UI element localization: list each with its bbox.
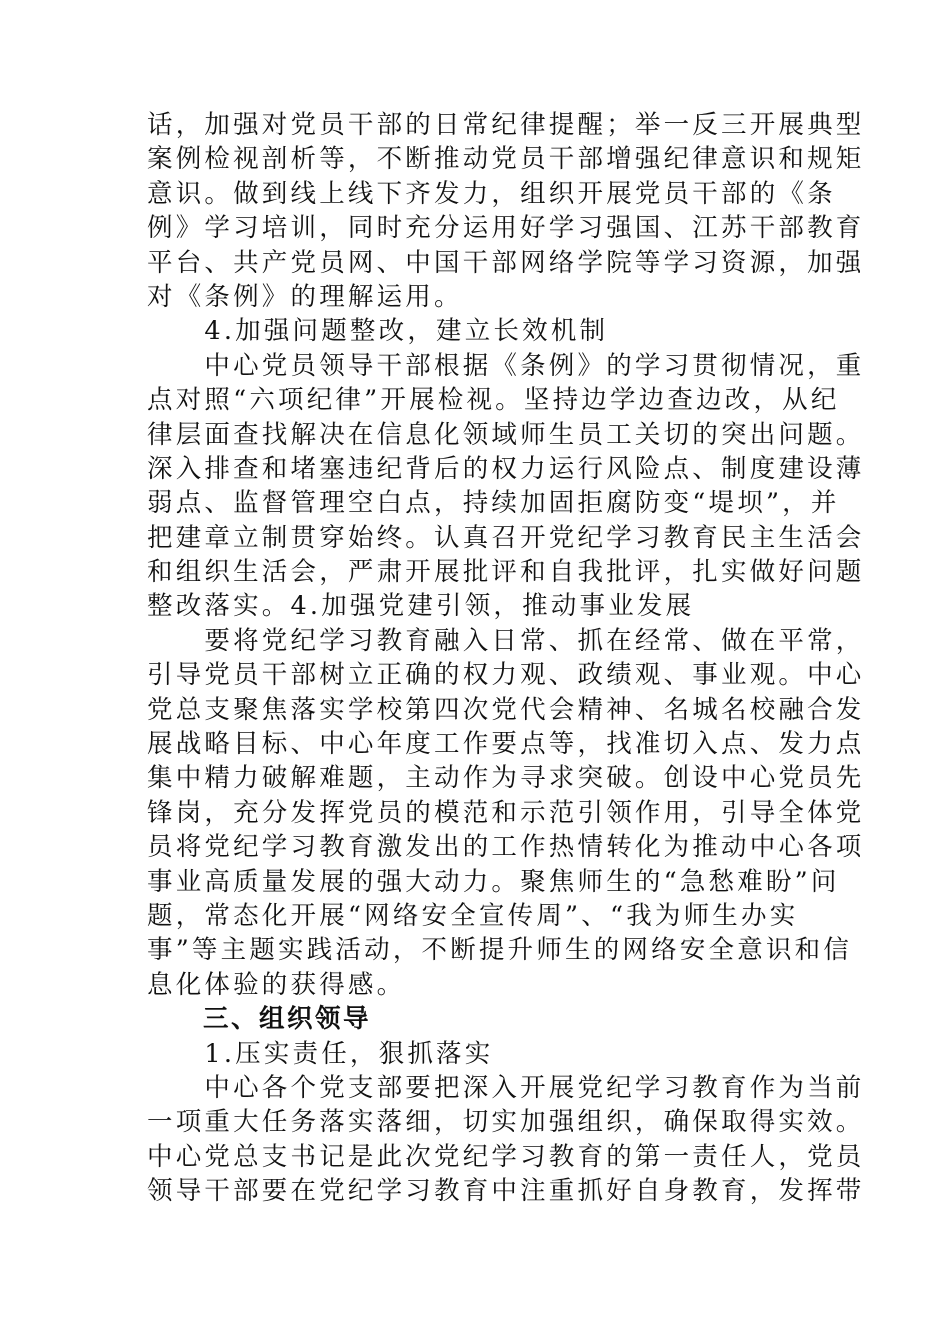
body-line: 中心党总支书记是此次党纪学习教育的第一责任人，党员 <box>147 1141 865 1172</box>
body-line: 锋岗，充分发挥党员的模范和示范引领作用，引导全体党 <box>147 797 865 828</box>
body-line: 和组织生活会，严肃开展批评和自我批评，扎实做好问题 <box>147 557 865 588</box>
section-heading: 1.压实责任，狠抓落实 <box>147 1038 494 1069</box>
body-line: 事业高质量发展的强大动力。聚焦师生的“急愁难盼”问 <box>147 866 840 897</box>
section-heading: 4.加强问题整改，建立长效机制 <box>147 316 609 347</box>
body-line: 整改落实。4.加强党建引领，推动事业发展 <box>147 591 695 622</box>
body-line: 引导党员干部树立正确的权力观、政绩观、事业观。中心 <box>147 660 865 691</box>
body-line: 深入排查和堵塞违纪背后的权力运行风险点、制度建设薄 <box>147 453 865 484</box>
body-line: 领导干部要在党纪学习教育中注重抓好自身教育，发挥带 <box>147 1176 865 1207</box>
body-line: 对《条例》的理解运用。 <box>147 281 463 312</box>
body-line: 案例检视剖析等，不断推动党员干部增强纪律意识和规矩 <box>147 144 865 175</box>
body-line: 展战略目标、中心年度工作要点等，找准切入点、发力点 <box>147 729 865 760</box>
body-line: 党总支聚焦落实学校第四次党代会精神、名城名校融合发 <box>147 694 865 725</box>
chapter-heading: 三、组织领导 <box>147 1004 372 1035</box>
document-body <box>147 108 865 1209</box>
body-line: 话，加强对党员干部的日常纪律提醒；举一反三开展典型 <box>147 110 865 140</box>
body-line: 中心党员领导干部根据《条例》的学习贯彻情况，重 <box>147 350 865 381</box>
body-line: 平台、共产党员网、中国干部网络学院等学习资源，加强 <box>147 247 865 278</box>
body-line: 题，常态化开展“网络安全宣传周”、“我为师生办实 <box>147 900 799 931</box>
body-line: 弱点、监督管理空白点，持续加固拒腐防变“堤坝”，并 <box>147 488 840 519</box>
body-line: 要将党纪学习教育融入日常、抓在经常、做在平常， <box>147 625 865 656</box>
body-line: 意识。做到线上线下齐发力，组织开展党员干部的《条 <box>147 178 836 209</box>
body-line: 员将党纪学习教育激发出的工作热情转化为推动中心各项 <box>147 832 865 863</box>
body-line: 一项重大任务落实落细，切实加强组织，确保取得实效。 <box>147 1107 865 1138</box>
body-line: 息化体验的获得感。 <box>147 969 406 1000</box>
body-line: 事”等主题实践活动，不断提升师生的网络安全意识和信 <box>147 935 853 966</box>
body-line: 把建章立制贯穿始终。认真召开党纪学习教育民主生活会 <box>147 522 865 553</box>
body-line: 中心各个党支部要把深入开展党纪学习教育作为当前 <box>147 1072 865 1103</box>
body-line: 集中精力破解难题，主动作为寻求突破。创设中心党员先 <box>147 763 865 794</box>
body-line: 律层面查找解决在信息化领域师生员工关切的突出问题。 <box>147 419 865 450</box>
body-line: 点对照“六项纪律”开展检视。坚持边学边查边改，从纪 <box>147 385 840 416</box>
body-line: 例》学习培训，同时充分运用好学习强国、江苏干部教育 <box>147 213 865 244</box>
